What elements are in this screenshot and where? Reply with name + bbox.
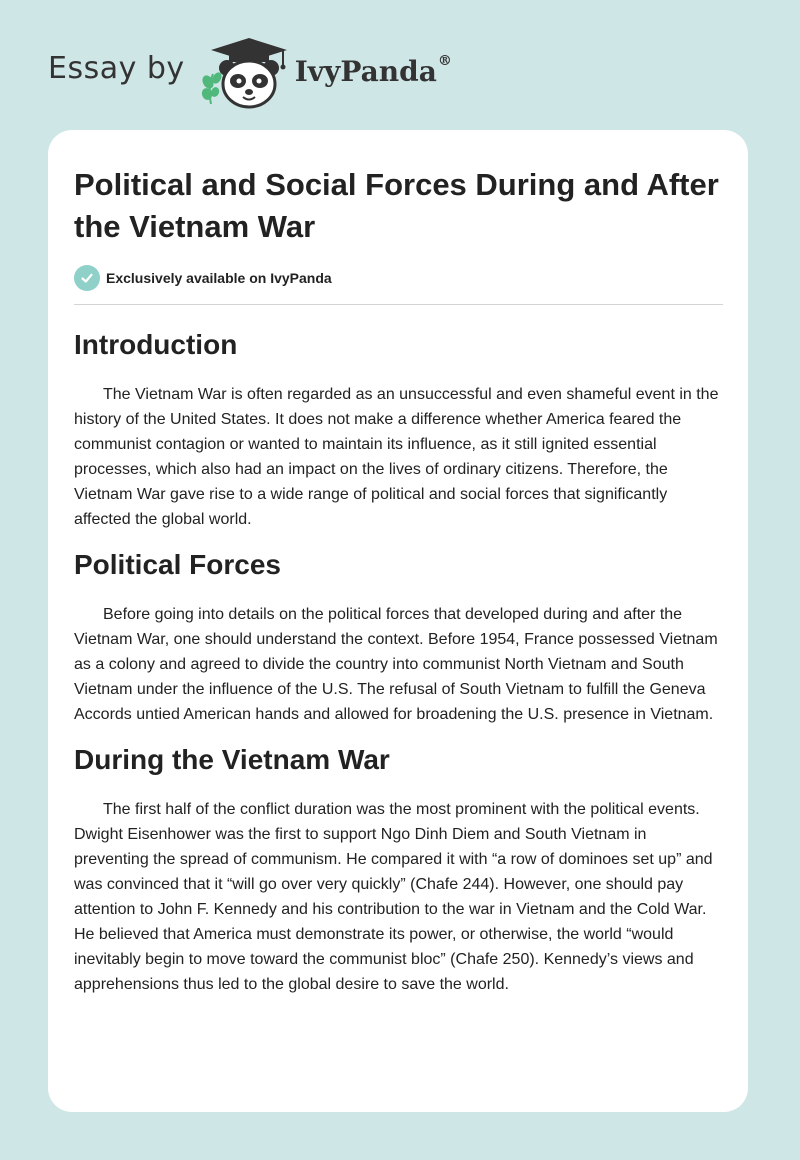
panda-logo-icon[interactable] [199,34,291,110]
essay-title: Political and Social Forces During and After the Vietnam War [74,167,719,244]
section-paragraph-during-war: The first half of the conflict duration was the most prominent with the political events. Dwight Eisenhower was the first to support Ngo Dinh Diem and South Vietnam in preventing the spread of communism. He compared it with “a row of dominoes set up” and was convinced that it “will go over very quickly” (Chafe 244). However, one should pay attention to John F. Kennedy and his contribution to the war in Vietnam and the Cold War. He believed that America must demonstrate its power, or otherwise, the world “would inevitably begin to move toward the communist bloc” (Chafe 250). Kennedy’s views and apprehensions thus led to the global desire to save the world. [74,801,713,993]
title-divider [74,304,723,305]
essay-card [48,130,748,1112]
essay-by-label: Essay by [48,50,185,86]
registered-mark: ® [437,52,452,69]
section-heading-political-forces: Political Forces [74,549,281,580]
section-paragraph-introduction: The Vietnam War is often regarded as an unsuccessful and even shameful event in the history of the United States. It does not make a difference whether America feared the communist contagion or wanted to maintain its influence, as it still ignited essential processes, which also had an impact on the lives of ordinary citizens. Therefore, the Vietnam War gave rise to a wide range of political and social forces that significantly affected the global world. [74,386,719,528]
essay-content [74,164,724,997]
brand-text: IvyPanda [294,54,437,88]
exclusive-label: Exclusively available on IvyPanda [106,270,332,286]
check-icon [74,265,100,291]
site-header [48,34,452,110]
exclusive-badge [74,264,724,292]
section-heading-introduction: Introduction [74,329,238,360]
section-paragraph-political-forces: Before going into details on the political forces that developed during and after the Vietnam War, one should understand the context. Before 1954, France possessed Vietnam as a colony and agreed to divide the country into communist North Vietnam and South Vietnam under the influence of the U.S. The refusal of South Vietnam to fulfill the Geneva Accords untied American hands and allowed for broadening the U.S. presence in Vietnam. [74,606,718,723]
brand-name[interactable] [294,52,452,88]
section-heading-during-war: During the Vietnam War [74,744,390,775]
